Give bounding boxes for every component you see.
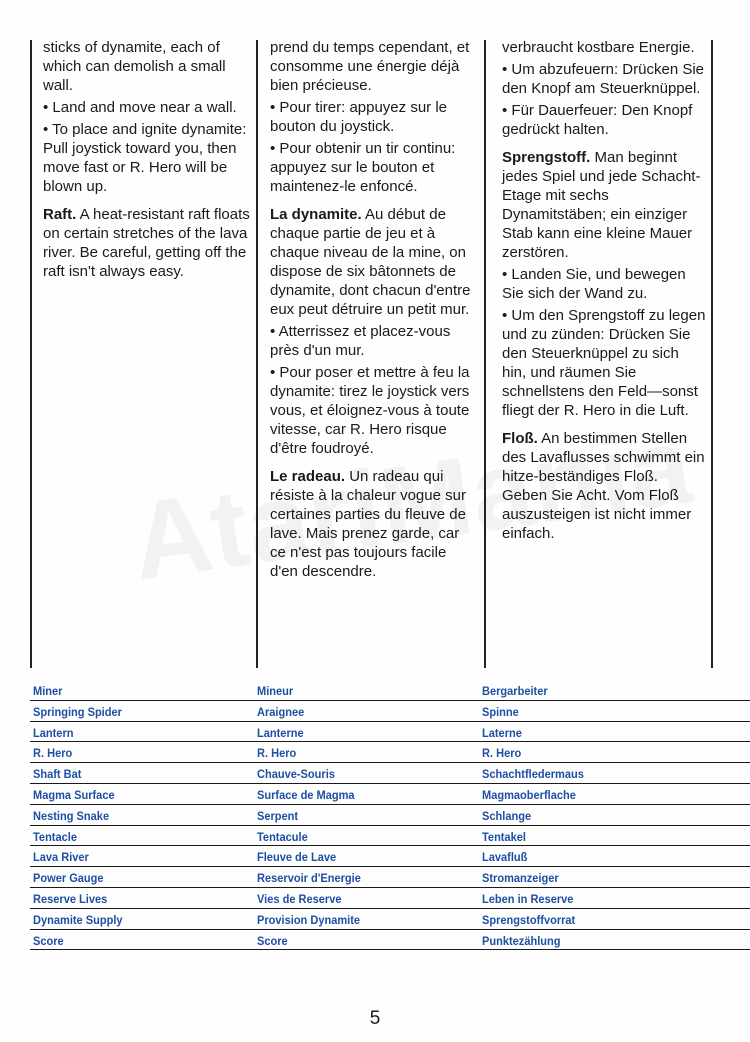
glossary-row [30, 742, 750, 763]
column-rule-4 [711, 40, 713, 668]
english-raft-body: A heat-resistant raft floats on certain stretches of the lava river. Be careful, getting off the raft isn't always easy. [43, 206, 250, 280]
glossary-french: Score [257, 933, 288, 948]
english-raft-section [43, 205, 250, 281]
glossary-german: Sprengstoffvorrat [482, 912, 576, 927]
glossary-english: Shaft Bat [33, 767, 82, 782]
glossary-french: Lanterne [257, 725, 304, 740]
glossary-row [30, 846, 750, 867]
glossary-english: Power Gauge [33, 871, 104, 886]
german-bullet-ignite: • Um den Sprengstoff zu legen und zu zünden: Drücken Sie den Steuerknüppel zu sich hin, und räumen Sie schnellstens den Feld—sonst fliegt der R. Hero in die Luft. [502, 307, 706, 419]
glossary-row [30, 763, 750, 784]
glossary-french: Surface de Magma [257, 787, 355, 802]
glossary-german: Laterne [482, 725, 522, 740]
french-dynamite-body: Au début de chaque partie de jeu et à chaque niveau de la mine, on dispose de six bâtonnets de dynamite, dont chacun d'entre eux peut détruire un petit mur. [270, 206, 471, 318]
glossary-german: Lavafluß [482, 850, 528, 865]
french-raft-heading: Le radeau. [270, 468, 346, 485]
glossary-row [30, 888, 750, 909]
glossary-row [30, 826, 750, 847]
glossary-german: Magmaoberflache [482, 787, 576, 802]
french-bullet-land: • Atterrissez et placez-vous près d'un mur. [270, 323, 451, 359]
glossary-german: Spinne [482, 704, 519, 719]
glossary-row [30, 909, 750, 930]
glossary-row [30, 722, 750, 743]
glossary-german: Leben in Reserve [482, 891, 574, 906]
german-bullet-continuous: • Für Dauerfeuer: Den Knopf gedrückt halten. [502, 102, 693, 138]
glossary-french: Mineur [257, 684, 294, 698]
german-raft-body: An bestimmen Stellen des Lavaflusses schwimmt ein hitze-beständiges Floß. Geben Sie Acht. Vom Floß auszusteigen ist nicht immer einfach. [502, 430, 705, 542]
page-number: 5 [369, 1008, 381, 1029]
glossary-english: Magma Surface [33, 787, 115, 802]
german-bullet-fire: • Um abzufeuern: Drücken Sie den Knopf am Steuerknüppel. [502, 61, 705, 97]
glossary-french: Tentacule [257, 829, 308, 844]
glossary-row [30, 867, 750, 888]
glossary-row [30, 930, 750, 951]
column-rule-1 [30, 40, 32, 668]
glossary-french: R. Hero [257, 746, 297, 761]
column-english [43, 38, 250, 666]
french-dynamite-heading: La dynamite. [270, 206, 362, 223]
glossary-german: Stromanzeiger [482, 871, 559, 886]
glossary-english: Nesting Snake [33, 808, 110, 823]
french-dynamite-section [270, 205, 477, 319]
glossary-row [30, 784, 750, 805]
german-dynamite-body: Man beginnt jedes Spiel und jede Schacht-Etage mit sechs Dynamitstäben; ein einziger Stab kann eine kleine Mauer zerstören. [502, 149, 701, 261]
english-bullet-dynamite: • To place and ignite dynamite: Pull joystick toward you, then move fast or R. Hero will be blown up. [43, 121, 247, 195]
german-paragraph: verbraucht kostbare Energie. [502, 39, 695, 56]
glossary-english: Tentacle [33, 829, 77, 844]
glossary-german: Schachtfledermaus [482, 767, 584, 782]
glossary-english: Lantern [33, 725, 74, 740]
english-paragraph: sticks of dynamite, each of which can demolish a small wall. [43, 39, 226, 94]
french-bullet-fire: • Pour tirer: appuyez sur le bouton du joystick. [270, 99, 447, 135]
french-bullet-ignite: • Pour poser et mettre à feu la dynamite: tirez le joystick vers vous, et éloignez-vous à toute vitesse, car R. Hero risque d'être foudroyé. [270, 364, 470, 457]
glossary-french: Araignee [257, 704, 305, 719]
glossary-french: Reservoir d'Energie [257, 871, 361, 886]
glossary-german: Bergarbeiter [482, 684, 548, 698]
column-german [502, 38, 706, 666]
german-raft-heading: Floß. [502, 430, 538, 447]
glossary-german: R. Hero [482, 746, 522, 761]
glossary-german: Tentakel [482, 829, 526, 844]
glossary-german: Schlange [482, 808, 532, 823]
glossary-english: Reserve Lives [33, 891, 108, 906]
glossary-english: Springing Spider [33, 704, 122, 719]
english-raft-heading: Raft. [43, 206, 77, 223]
glossary-english: Lava River [33, 850, 89, 865]
glossary-english: Miner [33, 684, 63, 698]
french-bullet-continuous: • Pour obtenir un tir continu: appuyez sur le bouton et maintenez-le enfoncé. [270, 140, 456, 195]
german-bullet-land: • Landen Sie, und bewegen Sie sich der Wand zu. [502, 266, 686, 302]
glossary-french: Provision Dynamite [257, 912, 361, 927]
glossary-table [30, 680, 750, 950]
german-raft-section [502, 429, 706, 543]
glossary-row [30, 805, 750, 826]
column-rule-3 [484, 40, 486, 668]
french-paragraph: prend du temps cependant, et consomme une énergie déjà bien précieuse. [270, 39, 470, 94]
glossary-french: Fleuve de Lave [257, 850, 337, 865]
german-dynamite-section [502, 148, 706, 262]
column-rule-2 [256, 40, 258, 668]
glossary-french: Vies de Reserve [257, 891, 342, 906]
column-french [270, 38, 477, 666]
glossary-french: Chauve-Souris [257, 767, 335, 782]
english-bullet-land: • Land and move near a wall. [43, 99, 237, 116]
glossary-row [30, 680, 750, 701]
glossary-row [30, 701, 750, 722]
glossary-german: Punktezählung [482, 933, 561, 948]
glossary-english: R. Hero [33, 746, 73, 761]
glossary-english: Dynamite Supply [33, 912, 123, 927]
glossary-english: Score [33, 933, 64, 948]
glossary-french: Serpent [257, 808, 299, 823]
german-dynamite-heading: Sprengstoff. [502, 149, 591, 166]
french-raft-section [270, 467, 477, 581]
french-raft-body: Un radeau qui résiste à la chaleur vogue sur certaines parties du fleuve de lave. Mais prenez garde, car ce n'est pas toujours facile d'en descendre. [270, 468, 466, 580]
